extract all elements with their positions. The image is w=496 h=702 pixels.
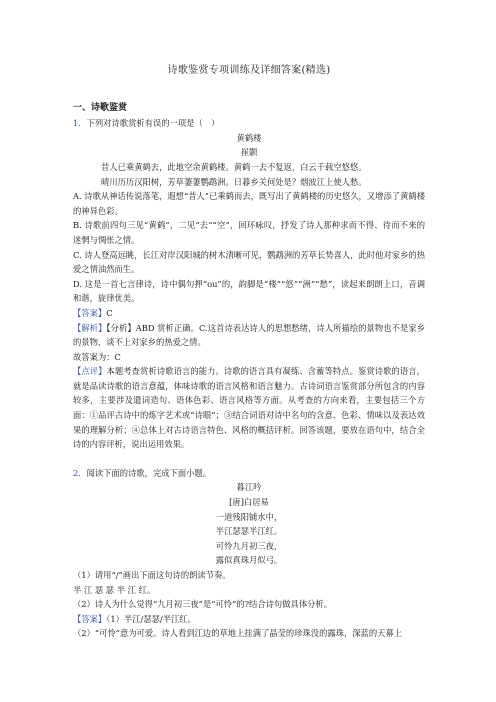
poem-line: 晴川历历汉阳树，芳草萋萋鹦鹉洲。日暮乡关何处是？烟波江上使人愁。 [101,176,367,187]
sub-question-1: （1）请用“/”画出下面这句诗的朗读节奏。 [73,570,231,580]
comment-tag: 【点评】 [73,366,107,377]
poem-title: 黄鹤楼 [236,132,262,143]
option-c: C. 诗人登高远眺，长江对岸汉阳城的树木清晰可见，鹦鹉洲的芳草长势喜人，此时他对家乡的热爱之情油然而生。 [73,249,425,275]
comment-paragraph [73,364,425,452]
answer-value: C [106,307,113,318]
poem-line: 一道残阳铺水中， [215,511,283,522]
option-a: A. 诗歌从神话传说落笔，遐想“昔人”已乘鹤而去，既写出了黄鹤楼的历史悠久，又增添了黄鹤楼的神异色彩。 [73,191,425,216]
therefore-line: 故答案为：C [73,351,121,362]
comment-text: 本题考查赏析诗歌语言的能力。诗歌的语言具有凝练、含蓄等特点。鉴赏诗歌的语言，就是品读诗歌的语言意蕴，体味诗歌的语言风格和语言魅力。古诗词语言鉴赏部分所包含的内容较多，主要涉及遣词造句、语体色彩、语言风格等方面。从考查的方向来看，主要包括三个方面：①品评古诗中的炼字艺术或“诗眼”；③结合词语对诗中名句的含意、色彩、情味以及表达效果的理解分析；④总体上对古诗语言特色、风格的概括评析。回答该题，要放在语句中，结合全诗的内容评析，说出运用效果。 [73,366,425,450]
spacer [73,452,425,466]
section-heading: 一、诗歌鉴赏 [73,102,128,113]
answer-tag: 【答案】 [73,613,107,624]
poem-author: 崔颢 [240,147,258,158]
option-b: B. 诗歌前四句三见“黄鹤”，二见“去”“空”，回环咏叹，抒发了诗人那种求而不得、待而不来的迷惘与惆怅之情。 [73,220,425,245]
poem-line: 半江瑟瑟半江红。 [215,526,283,537]
poem-line: 昔人已乘黄鹤去，此地空余黄鹤楼。黄鹤一去不复返，白云千载空悠悠。 [101,161,367,172]
analysis-paragraph [73,321,425,350]
answer-tag: 【答案】 [73,307,107,318]
question-stem: 下列对诗歌赏析有误的一项是（ ） [86,118,220,129]
rhythm-line: 半 江 瑟 瑟 半 江 红。 [73,584,156,595]
document [73,64,425,641]
analysis-text: 【分析】ABD 赏析正确。C.这首诗表达诗人的思想愁绪，诗人所描绘的景物也不是家乡的景物，谈不上对家乡的热爱之情。 [73,322,425,348]
poem-line: 露似真珠月似弓。 [215,555,283,566]
question-1 [73,116,425,131]
answer-2-text: （2）“可怜”意为可爱。诗人看到江边的草地上挂满了晶莹的珍珠没的露珠，深蓝的天幕上 [73,628,403,639]
sub-question-2: （2）诗人为什么觉得“九月初三夜”是“可怜”的?结合诗句做具体分析。 [73,599,333,610]
analysis-tag: 【解析】 [73,322,107,333]
question-stem: 阅读下面的诗歌，完成下面小题。 [86,467,212,478]
question-number: 2． [73,467,87,478]
question-2 [73,466,425,481]
option-d: D. 这是一首七言律诗，诗中偶句押“ou”的，韵脚是“楼”“悠”“洲”“愁”，读起来朗朗上口，音调和谐，旋律优美。 [73,278,425,304]
page-title: 诗歌鉴赏专项训练及详细答案(精选) [167,65,331,76]
answer-value: （1）半江/瑟瑟/半江红。 [106,613,196,624]
answer-line [73,612,425,627]
question-number: 1． [73,118,87,129]
answer-line [73,306,425,321]
poem-line: 可怜九月初三夜， [215,540,283,551]
poem-title: 暮江吟 [236,482,262,493]
poem-author: [唐]白居易 [229,497,269,508]
